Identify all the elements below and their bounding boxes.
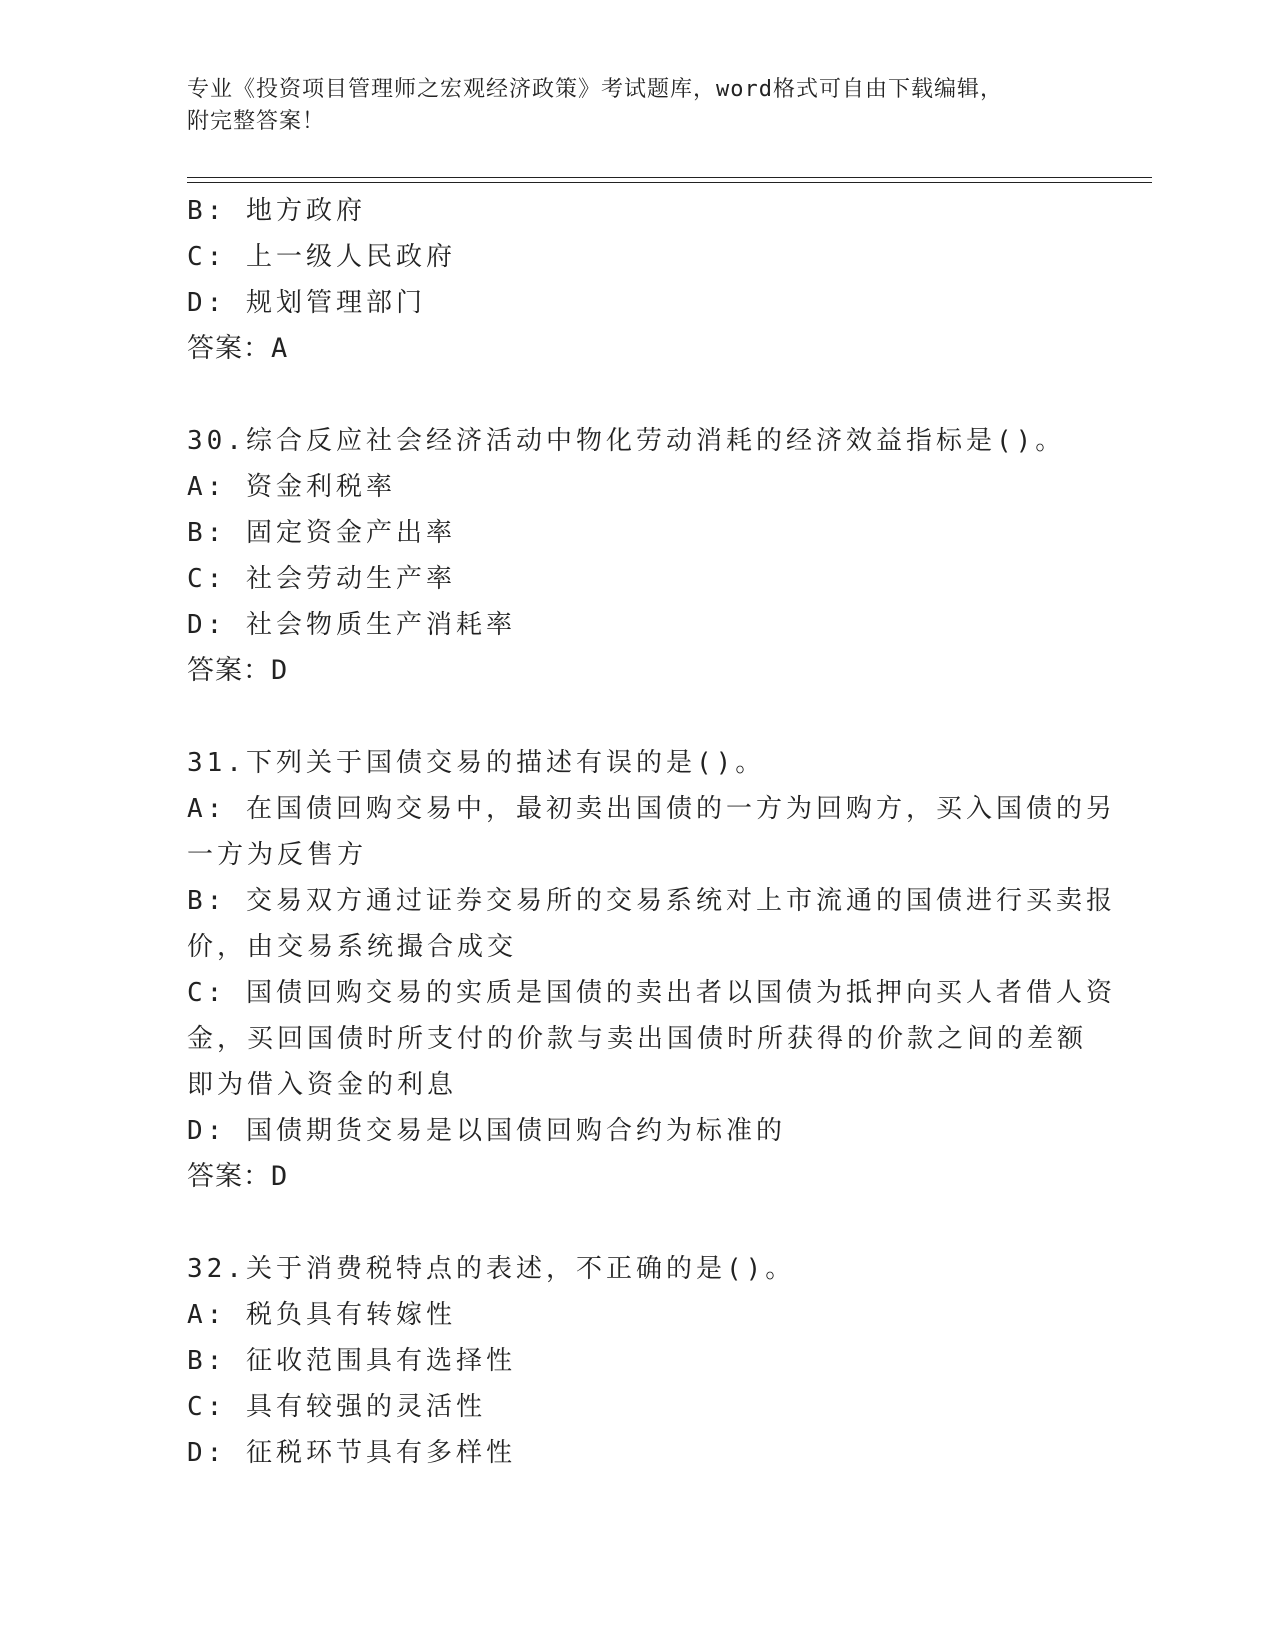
option-d: D: 社会物质生产消耗率 (187, 610, 516, 640)
option-d: D: 国债期货交易是以国债回购合约为标准的 (187, 1116, 786, 1146)
option-b-line-1: B: 交易双方通过证券交易所的交易系统对上市流通的国债进行买卖报 (187, 886, 1116, 916)
spacer (187, 372, 1087, 418)
header-divider-bottom (187, 182, 1152, 183)
option-b: B: 地方政府 (187, 196, 366, 226)
option-c: C: 具有较强的灵活性 (187, 1392, 486, 1422)
option-a-line-1: A: 在国债回购交易中，最初卖出国债的一方为回购方，买入国债的另 (187, 794, 1116, 824)
answer-text: 答案：D (187, 655, 289, 686)
question-stem: 32.关于消费税特点的表述，不正确的是()。 (187, 1254, 796, 1284)
header-divider-top (187, 177, 1152, 178)
answer-text: 答案：D (187, 1161, 289, 1192)
spacer (187, 694, 1087, 740)
option-c-line-1: C: 国债回购交易的实质是国债的卖出者以国债为抵押向买人者借人资 (187, 978, 1116, 1008)
spacer (187, 1200, 1087, 1246)
option-c: C: 上一级人民政府 (187, 242, 456, 272)
question-32-block (187, 1246, 1087, 1476)
header-line-2: 附完整答案！ (187, 109, 326, 134)
question-29-block (187, 188, 1087, 372)
option-b-line-2: 价，由交易系统撮合成交 (187, 932, 518, 962)
option-c-line-3: 即为借入资金的利息 (187, 1070, 458, 1100)
question-stem: 31.下列关于国债交易的描述有误的是()。 (187, 748, 766, 778)
option-d: D: 征税环节具有多样性 (187, 1438, 516, 1468)
option-d: D: 规划管理部门 (187, 288, 426, 318)
option-b: B: 固定资金产出率 (187, 518, 456, 548)
option-c: C: 社会劳动生产率 (187, 564, 456, 594)
question-stem: 30.综合反应社会经济活动中物化劳动消耗的经济效益指标是()。 (187, 426, 1066, 456)
question-31-block (187, 740, 1116, 1200)
option-a: A: 资金利税率 (187, 472, 396, 502)
option-a: A: 税负具有转嫁性 (187, 1300, 456, 1330)
option-b: B: 征收范围具有选择性 (187, 1346, 516, 1376)
question-30-block (187, 418, 1087, 694)
answer-text: 答案：A (187, 333, 289, 364)
option-a-line-2: 一方为反售方 (187, 840, 368, 870)
question-list (187, 188, 1116, 1476)
document-header (187, 74, 1087, 138)
option-c-line-2: 金，买回国债时所支付的价款与卖出国债时所获得的价款之间的差额 (187, 1024, 1088, 1054)
header-line-1: 专业《投资项目管理师之宏观经济政策》考试题库，word格式可自由下载编辑， (187, 77, 1003, 102)
